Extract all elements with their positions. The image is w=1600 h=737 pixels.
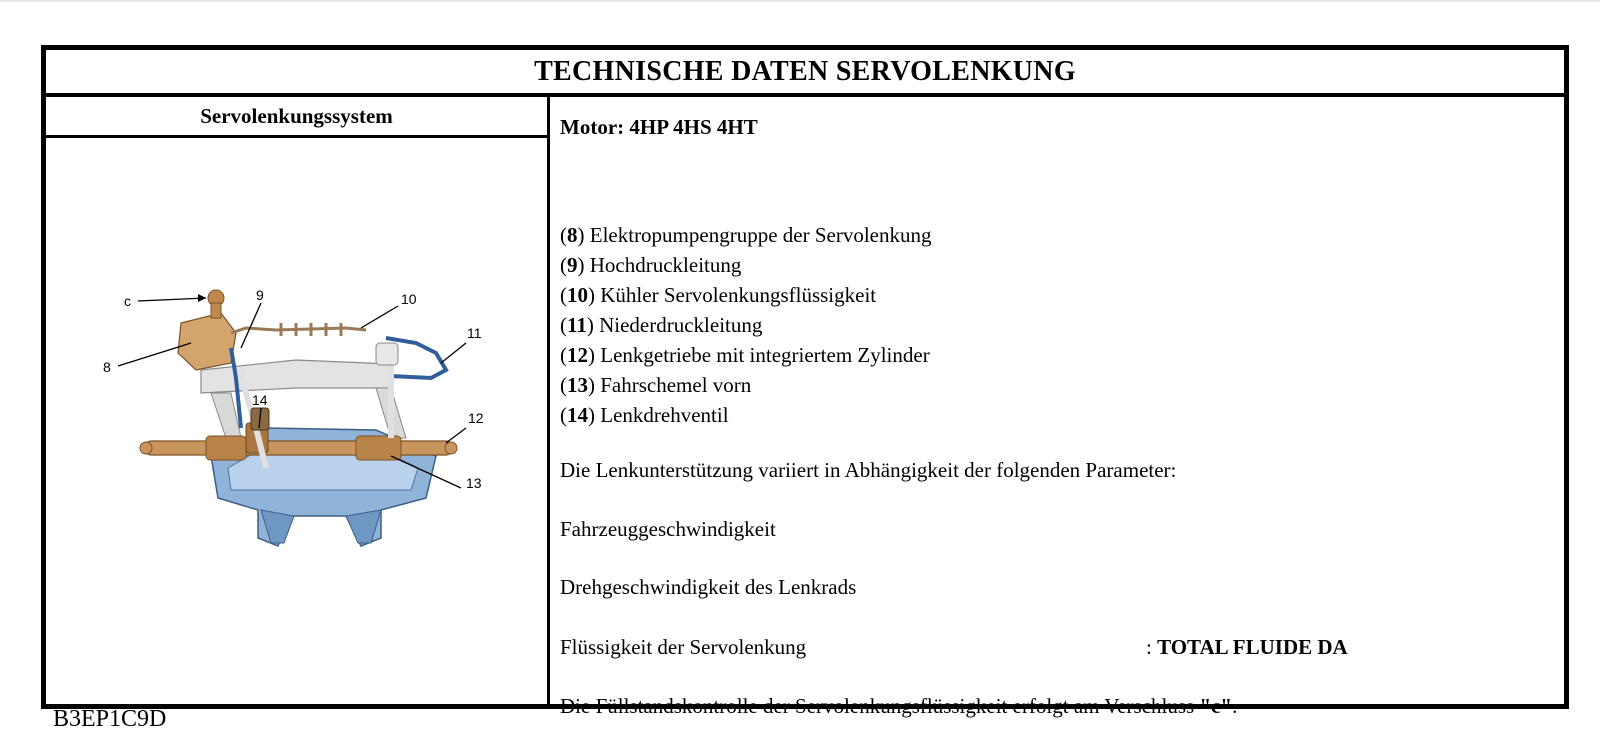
list-item: (14) Lenkdrehventil (560, 403, 729, 427)
list-item: (9) Hochdruckleitung (560, 253, 742, 277)
right-column (550, 97, 1564, 718)
item-text: Kühler Servolenkungsflüssigkeit (600, 283, 877, 307)
level-check-end: . (1232, 694, 1238, 718)
subframe-illustration (46, 138, 547, 698)
label-9: 9 (256, 287, 264, 303)
spec-table (41, 45, 1569, 718)
item-text: Niederdruckleitung (599, 313, 763, 337)
item-text: Lenkdrehventil (600, 403, 729, 427)
list-item: (8) Elektropumpengruppe der Servolenkung (560, 223, 932, 247)
label-11: 11 (467, 325, 482, 341)
cap-reference: "c" (1199, 694, 1233, 718)
item-number: 8 (567, 223, 578, 247)
label-13: 13 (466, 475, 482, 491)
label-12: 12 (468, 410, 484, 426)
page-top-edge (0, 0, 1600, 2)
steering-system-diagram (46, 138, 547, 704)
reservoir-shape (376, 343, 398, 365)
item-number: 11 (567, 313, 587, 337)
list-item: (10) Kühler Servolenkungsflüssigkeit (560, 283, 877, 307)
item-number: 13 (567, 373, 588, 397)
label-8: 8 (103, 359, 111, 375)
list-item: (12) Lenkgetriebe mit integriertem Zylinder (560, 343, 930, 367)
parameters-intro: Die Lenkunterstützung variiert in Abhängigkeit der folgenden Parameter: (560, 458, 1177, 482)
fluid-label: Flüssigkeit der Servolenkung (560, 635, 807, 659)
parameter-vehicle-speed: Fahrzeuggeschwindigkeit (560, 517, 776, 541)
list-item: (13) Fahrschemel vorn (560, 373, 752, 397)
document-code: B3EP1C9D (53, 706, 167, 732)
label-10: 10 (401, 291, 417, 307)
motor-line: Motor: 4HP 4HS 4HT (560, 115, 758, 139)
leader-arrowheads (198, 294, 206, 302)
item-text: Hochdruckleitung (589, 253, 742, 277)
component-list (560, 220, 932, 430)
item-text: Lenkgetriebe mit integriertem Zylinder (600, 343, 930, 367)
left-column (46, 97, 550, 704)
pump-group-shape (178, 290, 236, 370)
fluid-spec (1146, 632, 1348, 662)
page-title: TECHNISCHE DATEN SERVOLENKUNG (46, 50, 1564, 97)
item-text: Elektropumpengruppe der Servolenkung (589, 223, 932, 247)
parameter-steering-speed: Drehgeschwindigkeit des Lenkrads (560, 575, 857, 599)
system-header: Servolenkungssystem (46, 97, 547, 138)
item-number: 12 (567, 343, 588, 367)
item-number: 14 (567, 403, 588, 427)
list-item: (11) Niederdruckleitung (560, 313, 763, 337)
item-text: Fahrschemel vorn (600, 373, 752, 397)
fluid-colon: : (1146, 635, 1158, 659)
item-number: 9 (567, 253, 578, 277)
level-check-text: Die Füllstandskontrolle der Servolenkungsflüssigkeit erfolgt am Verschluss (560, 694, 1200, 718)
crossmember-shape (201, 360, 406, 438)
fluid-value: TOTAL FLUIDE DA (1157, 635, 1348, 659)
level-check-note (560, 691, 1237, 721)
label-14: 14 (252, 392, 268, 408)
item-number: 10 (567, 283, 588, 307)
label-c: c (124, 293, 131, 309)
